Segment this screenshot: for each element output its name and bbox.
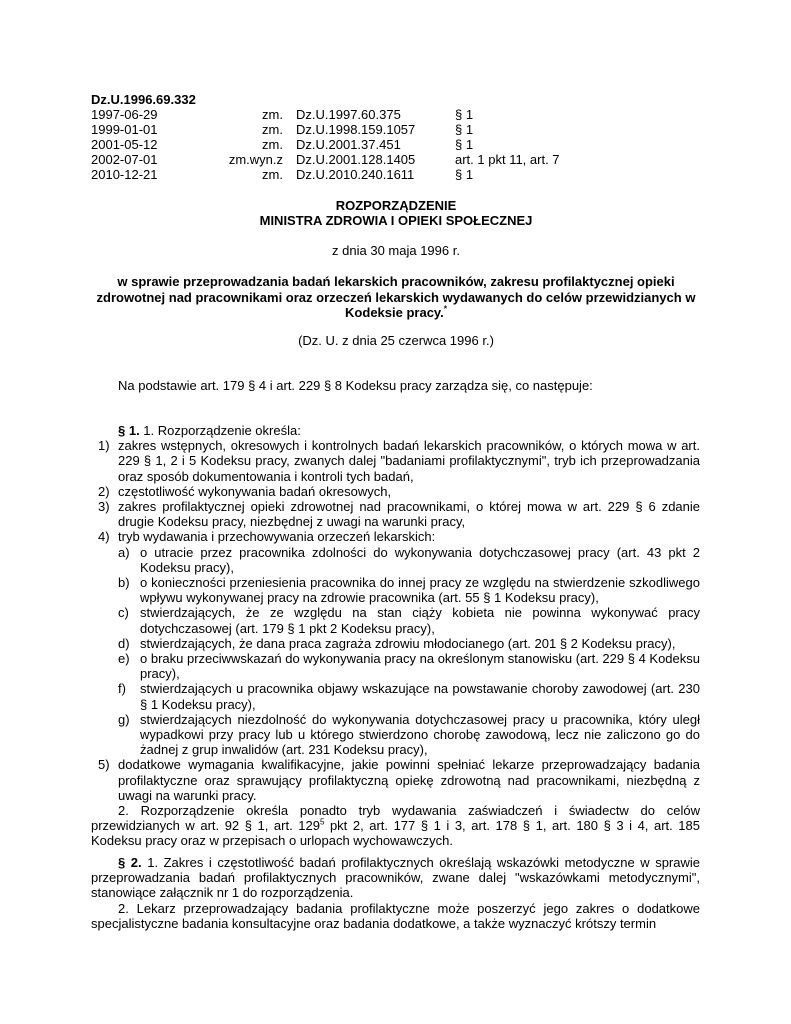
sub-item-text: o konieczności przeniesienia pracownika do innej pracy ze względu na stwierdzenie szkodliwego wpływu wykonywanej pracy na zdrowie pracownika (art. 55 § 1 Kodeksu pracy), bbox=[140, 575, 700, 606]
sub-item-letter: d) bbox=[118, 635, 130, 651]
list-item bbox=[91, 499, 700, 529]
sub-item-letter: f) bbox=[118, 681, 126, 697]
sub-item-text: o utracie przez pracownika zdolności do wykonywania dotychczasowej pracy (art. 43 pkt 2 Kodeksu pracy), bbox=[140, 544, 700, 575]
paragraph-text-continued: pkt 2, art. 177 § 1 i 3, art. 178 § 1, art. 180 § 3 i 4, art. 185 Kodeksu pracy oraz w przepisach o urlopach wychowawczych. bbox=[91, 818, 700, 849]
sub-item bbox=[91, 605, 700, 635]
section-2-paragraph-1 bbox=[91, 855, 700, 901]
paragraph-text: 1. Zakres i częstotliwość badań profilaktycznych określają wskazówki metodyczne w sprawie przeprowadzania badań profilaktycznych pracowników, zwane dalej "wskazówkami metodycznymi", stanowiące załącznik nr 1 do rozporządzenia. bbox=[91, 855, 700, 901]
item-text: częstotliwość wykonywania badań okresowych, bbox=[118, 483, 392, 499]
sub-item bbox=[91, 712, 700, 758]
amendment-date: 1999-01-01 bbox=[91, 122, 158, 137]
sub-item-letter: e) bbox=[118, 651, 130, 667]
amendment-row bbox=[91, 152, 691, 167]
amendment-paragraph: § 1 bbox=[455, 122, 474, 137]
list-item bbox=[91, 484, 700, 499]
sub-item bbox=[91, 651, 700, 681]
amendment-type: zm.wyn.z bbox=[228, 152, 283, 167]
item-number: 1) bbox=[98, 438, 110, 454]
sub-item-letter: c) bbox=[118, 605, 129, 621]
item-text: tryb wydawania i przechowywania orzeczeń lekarskich: bbox=[118, 529, 436, 545]
sub-item bbox=[91, 636, 700, 651]
section-2 bbox=[91, 855, 700, 931]
amendment-paragraph: § 1 bbox=[455, 107, 474, 122]
item-text: zakres wstępnych, okresowych i kontrolnych badań lekarskich pracowników, o których mowa w art. 229 § 1, 2 i 5 Kodeksu pracy, zwanych dalej "badaniami profilaktycznymi", tryb ich przeprowadzania oraz sposób dokumentowania i kontroli tych badań, bbox=[118, 438, 700, 484]
amendment-row bbox=[91, 122, 691, 137]
item-number: 4) bbox=[98, 529, 110, 545]
regulation-subject bbox=[91, 274, 701, 321]
item-number: 3) bbox=[98, 499, 110, 515]
amendment-paragraph: § 1 bbox=[455, 167, 474, 182]
amendment-type: zm. bbox=[262, 107, 283, 122]
sub-item bbox=[91, 575, 700, 605]
sub-item-text: stwierdzających, że dana praca zagraża zdrowiu młodocianego (art. 201 § 2 Kodeksu pracy), bbox=[140, 635, 676, 651]
amendment-paragraph: art. 1 pkt 11, art. 7 bbox=[455, 152, 560, 167]
section-1 bbox=[91, 423, 700, 849]
sub-item-letter: b) bbox=[118, 575, 130, 591]
amendment-row bbox=[91, 167, 691, 182]
list-item bbox=[91, 757, 700, 803]
amendment-type: zm. bbox=[262, 137, 283, 152]
paragraph-text: 2. Rozporządzenie określa ponadto tryb wydawania zaświadczeń i świadectw do celów przewidzianych w art. 92 § 1, art. 129 bbox=[91, 803, 700, 834]
regulation-date: z dnia 30 maja 1996 r. bbox=[332, 243, 460, 258]
sub-item-letter: g) bbox=[118, 711, 130, 727]
amendment-date: 2010-12-21 bbox=[91, 167, 158, 182]
sub-item-text: stwierdzających, że ze względu na stan ciąży kobieta nie powinna wykonywać pracy dotychczasowej (art. 179 § 1 pkt 2 Kodeksu pracy), bbox=[140, 605, 700, 636]
footnote-marker: * bbox=[443, 304, 447, 314]
section-1-paragraph-2 bbox=[91, 803, 700, 849]
preamble bbox=[91, 378, 700, 393]
publication-note: (Dz. U. z dnia 25 czerwca 1996 r.) bbox=[298, 333, 494, 348]
item-number: 2) bbox=[98, 483, 110, 499]
section-2-paragraph-2: 2. Lekarz przeprowadzający badania profilaktyczne może poszerzyć jego zakres o dodatkowe specjalistyczne badania konsultacyjne oraz badania dodatkowe, a także wyznaczyć krótszy termin bbox=[91, 900, 700, 931]
amendment-paragraph: § 1 bbox=[455, 137, 474, 152]
amendment-row bbox=[91, 107, 691, 122]
amendment-type: zm. bbox=[262, 167, 283, 182]
sub-item bbox=[91, 545, 700, 575]
sub-item-letter: a) bbox=[118, 544, 130, 560]
list-item bbox=[91, 529, 700, 544]
section-1-list bbox=[91, 438, 700, 803]
item-text: dodatkowe wymagania kwalifikacyjne, jakie powinni spełniać lekarze przeprowadzający badania profilaktyczne oraz sprawujący profilaktyczną opiekę zdrowotną nad pracownikami, niezbędną z uwagi na warunki pracy. bbox=[118, 757, 700, 803]
section-1-intro-text: 1. Rozporządzenie określa: bbox=[139, 423, 301, 438]
list-item bbox=[91, 438, 700, 484]
amendment-date: 2001-05-12 bbox=[91, 137, 158, 152]
sub-item-text: stwierdzających niezdolność do wykonywania dotychczasowej pracy u pracownika, który uległ wypadkowi przy pracy lub u którego stwierdzono chorobę zawodową, lecz nie zaliczono go do żadnej z grup inwalidów (art. 231 Kodeksu pracy), bbox=[140, 711, 700, 758]
sub-item-text: o braku przeciwwskazań do wykonywania pracy na określonym stanowisku (art. 229 § 4 Kodeksu pracy), bbox=[140, 651, 700, 682]
item-text: zakres profilaktycznej opieki zdrowotnej nad pracownikami, o której mowa w art. 229 § 6 zdanie drugie Kodeksu pracy, niezbędnej z uwagi na warunki pracy, bbox=[118, 499, 700, 530]
sub-item bbox=[91, 681, 700, 711]
regulation-subject-text: w sprawie przeprowadzania badań lekarskich pracowników, zakresu profilaktycznej opieki zdrowotnej nad pracownikami oraz orzeczeń lekarskich wydawanych do celów przewidzianych w Kodeksie pracy. bbox=[96, 274, 696, 320]
amendment-type: zm. bbox=[262, 122, 283, 137]
document-reference: Dz.U.1996.69.332 bbox=[91, 92, 196, 107]
ministry-heading: MINISTRA ZDROWIA I OPIEKI SPOŁECZNEJ bbox=[259, 213, 533, 228]
regulation-heading: ROZPORZĄDZENIE bbox=[335, 198, 457, 213]
amendment-source: Dz.U.2001.37.451 bbox=[296, 137, 401, 152]
amendment-source: Dz.U.2001.128.1405 bbox=[296, 152, 416, 167]
sub-item-text: stwierdzających u pracownika objawy wskazujące na powstawanie choroby zawodowej (art. 230 § 1 Kodeksu pracy), bbox=[140, 681, 700, 712]
item-number: 5) bbox=[98, 757, 110, 773]
section-mark: § 2. bbox=[118, 855, 142, 870]
section-mark: § 1. bbox=[118, 423, 140, 438]
superscript: 5 bbox=[319, 817, 325, 827]
section-1-intro bbox=[91, 423, 700, 438]
amendment-row bbox=[91, 137, 691, 152]
amendment-source: Dz.U.1997.60.375 bbox=[296, 107, 401, 122]
amendment-date: 2002-07-01 bbox=[91, 152, 158, 167]
amendment-source: Dz.U.1998.159.1057 bbox=[296, 122, 416, 137]
amendment-source: Dz.U.2010.240.1611 bbox=[296, 167, 415, 182]
preamble-text: Na podstawie art. 179 § 4 i art. 229 § 8 Kodeksu pracy zarządza się, co następuje: bbox=[118, 378, 593, 393]
amendment-date: 1997-06-29 bbox=[91, 107, 158, 122]
